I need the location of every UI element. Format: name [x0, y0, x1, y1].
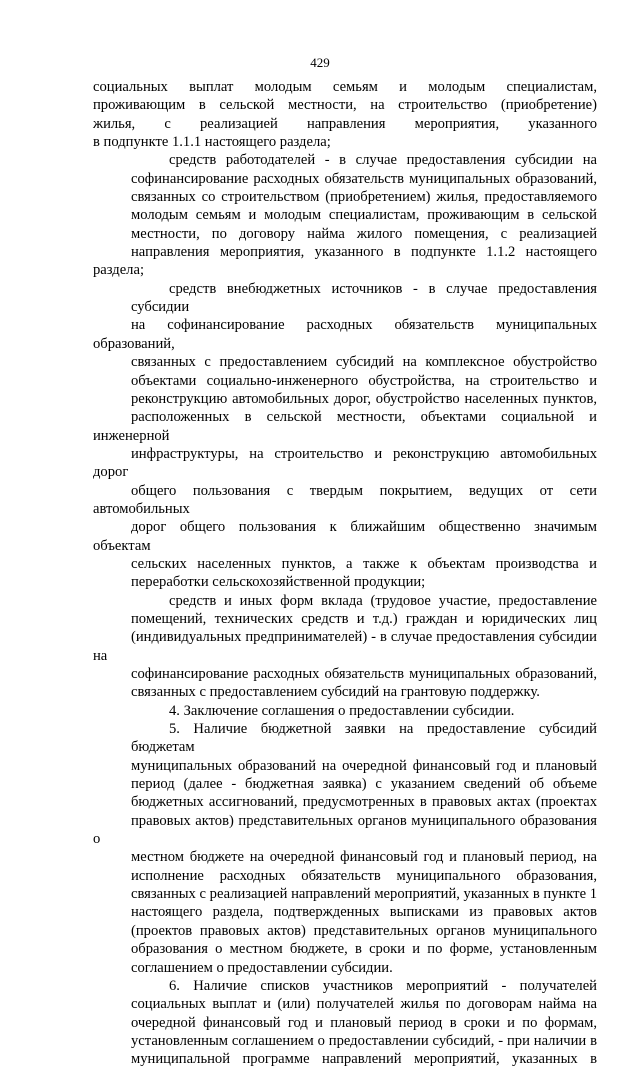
paragraph	[93, 78, 597, 151]
document-body	[93, 78, 597, 1069]
text-line: средств и иных форм вклада (трудовое участие, предоставление	[169, 592, 597, 609]
text-line: софинансирование расходных обязательств муниципальных образований,	[131, 666, 597, 682]
text-line: (индивидуальных предпринимателей) - в случае предоставления субсидии на	[93, 629, 597, 664]
text-line: связанных со строительством (приобретением) жилья, предоставляемого	[131, 189, 597, 206]
text-line: бюджетных ассигнований, предусмотренных в правовых актах (проектах	[131, 794, 597, 811]
text-line: местности, по договору найма жилого помещения, с реализацией	[131, 225, 597, 242]
text-line: общего пользования с твердым покрытием, ведущих от сети автомобильных	[93, 482, 597, 517]
text-line: молодым семьям и молодым специалистам, проживающим в сельской	[131, 207, 597, 224]
text-line: проживающим в сельской местности, на строительство (приобретение)	[93, 97, 597, 114]
text-line: переработки сельскохозяйственной продукции;	[131, 574, 426, 591]
text-line: объектами социально-инженерного обустройства, на строительство и	[131, 372, 597, 389]
text-line: реконструкцию автомобильных дорог, обустройство населенных пунктов,	[131, 390, 597, 407]
text-line: муниципальной программе направлений мероприятий, указанных в	[131, 1051, 597, 1068]
text-line: 5. Наличие бюджетной заявки на предоставление субсидий бюджетам	[131, 721, 597, 756]
paragraph	[93, 702, 597, 720]
text-line: 4. Заключение соглашения о предоставлении субсидии.	[169, 702, 515, 719]
text-line: муниципальных образований на очередной финансовый год и плановый	[131, 757, 597, 774]
text-line: образования о местном бюджете, в сроки и по форме, установленным	[131, 941, 597, 958]
paragraph	[93, 280, 597, 592]
text-line: дорог общего пользования к ближайшим общественно значимым объектам	[93, 519, 597, 554]
page-number: 429	[310, 55, 330, 70]
text-line: расположенных в сельской местности, объектами социальной и инженерной	[93, 409, 597, 444]
text-line: в подпункте 1.1.1 настоящего раздела;	[93, 134, 331, 151]
text-line: инфраструктуры, на строительство и реконструкцию автомобильных дорог	[93, 445, 597, 481]
text-line: местном бюджете на очередной финансовый год и плановый период, на	[131, 849, 597, 866]
text-line: связанных с реализацией направлений мероприятий, указанных в пункте 1	[131, 886, 597, 903]
text-line: правовых актов) представительных органов муниципального образования о	[93, 812, 597, 848]
text-line: соглашением о предоставлении субсидии.	[131, 959, 393, 976]
text-line: установленным соглашением о предоставлении субсидий, - при наличии в	[131, 1032, 597, 1049]
paragraph	[93, 720, 597, 977]
text-line: 6. Наличие списков участников мероприятий - получателей	[169, 977, 597, 994]
text-line: исполнение расходных обязательств муниципального образования,	[131, 867, 597, 884]
text-line: период (далее - бюджетная заявка) с указанием сведений об объеме	[131, 776, 597, 793]
text-line: софинансирование расходных обязательств муниципальных образований,	[131, 170, 597, 187]
text-line: социальных выплат и (или) получателей жилья по договорам найма на	[131, 996, 597, 1013]
text-line: на софинансирование расходных обязательств муниципальных образований,	[93, 317, 597, 352]
text-line: социальных выплат молодым семьям и молодым специалистам,	[93, 79, 597, 95]
paragraph	[93, 151, 597, 279]
text-line: направления мероприятия, указанного в подпункте 1.1.2 настоящего раздела;	[93, 244, 597, 279]
paragraph	[93, 977, 597, 1069]
text-line: жилья, с реализацией направления мероприятия, указанного	[93, 115, 597, 132]
text-line: средств работодателей - в случае предоставления субсидии на	[169, 152, 597, 169]
paragraph	[93, 592, 597, 702]
text-line: связанных с предоставлением субсидий на грантовую поддержку.	[131, 684, 540, 701]
text-line: сельских населенных пунктов, а также к объектам производства и	[131, 555, 597, 572]
text-line: помещений, технических средств и т.д.) граждан и юридических лиц	[131, 610, 597, 627]
text-line: настоящего раздела, подтвержденных выписками из правовых актов	[131, 904, 597, 921]
text-line: связанных с предоставлением субсидий на комплексное обустройство	[131, 354, 597, 371]
text-line: средств внебюджетных источников - в случае предоставления субсидии	[131, 280, 597, 316]
text-line: (проектов правовых актов) представительных органов муниципального	[131, 922, 597, 939]
text-line: очередной финансовый год и плановый период в сроки и по формам,	[131, 1014, 597, 1031]
